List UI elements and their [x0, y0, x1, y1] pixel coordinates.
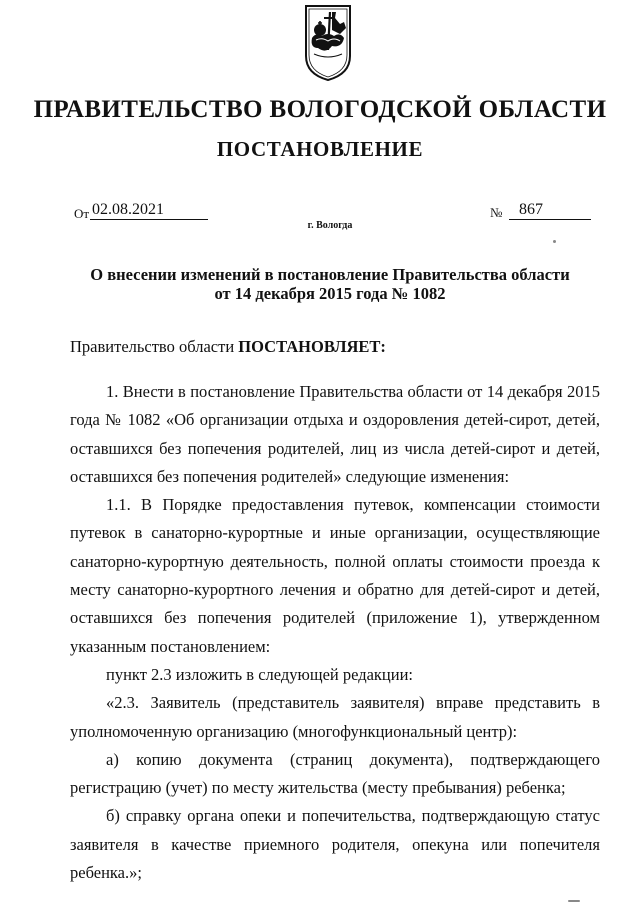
organization-title: ПРАВИТЕЛЬСТВО ВОЛОГОДСКОЙ ОБЛАСТИ	[33, 96, 607, 123]
subject-line: от 14 декабря 2015 года № 1082	[214, 284, 446, 303]
subject-line: О внесении изменений в постановление Правительства области	[90, 265, 570, 284]
document-date: 02.08.2021	[90, 200, 208, 220]
paragraph: 1.1. В Порядке предоставления путевок, компенсации стоимости путевок в санаторно-курортные и иные организации, осуществляющие санаторно-курортную деятельность, полной оплаты стоимости проезда к месту санаторно-курортного лечения и обратно для детей-сирот и детей, оставшихся без попечения родителей (приложение 1), утвержденном указанным постановлением:	[70, 495, 600, 656]
scan-speck	[553, 240, 556, 243]
paragraph: «2.3. Заявитель (представитель заявителя) вправе представить в уполномоченную организацию (многофункциональный центр):	[70, 693, 600, 741]
city: г. Вологда	[307, 220, 353, 231]
preamble-prefix: Правительство области	[70, 337, 235, 356]
paragraph: б) справку органа опеки и попечительства, подтверждающую статус заявителя в качестве приемного родителя, опекуна или попечителя ребенка.»;	[70, 806, 600, 883]
coat-of-arms-icon	[302, 4, 354, 82]
date-label: От	[74, 206, 90, 221]
preamble	[70, 337, 386, 357]
paragraph: а) копию документа (страниц документа), подтверждающего регистрацию (учет) по месту жительства (месту пребывания) ребенка;	[70, 749, 600, 798]
preamble-verb: ПОСТАНОВЛЯЕТ:	[238, 337, 386, 356]
paragraph: 1. Внести в постановление Правительства области от 14 декабря 2015 года № 1082 «Об организации отдыха и оздоровления детей-сирот, детей, оставшихся без попечения родителей, лиц из числа детей-сирот и детей, оставшихся без попечения родителей» следующие изменения:	[70, 382, 600, 486]
document-body	[70, 378, 600, 887]
document-subject	[60, 265, 600, 303]
document-number: 867	[509, 200, 591, 220]
number-label: №	[490, 205, 503, 220]
scan-speck	[568, 900, 580, 902]
paragraph: пункт 2.3 изложить в следующей редакции:	[106, 664, 414, 684]
document-type: ПОСТАНОВЛЕНИЕ	[216, 137, 424, 161]
